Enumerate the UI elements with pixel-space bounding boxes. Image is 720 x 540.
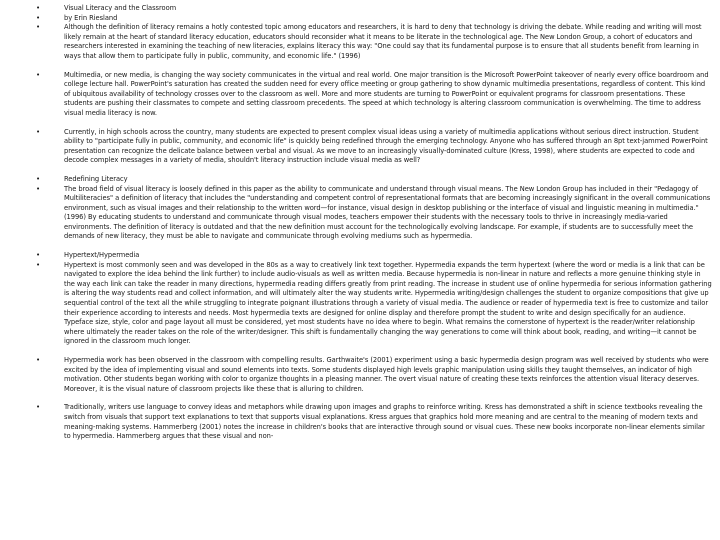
list-item [0,128,712,166]
section-heading: • Hypertext/Hypermedia [64,251,140,260]
paragraph-text: • The broad field of visual literacy is loosely defined in this paper as the ability to communicate and understand through visual means. The New London Group has included in their "Pedagogy of Multiliteracies" a definition of literacy that includes the "understanding and competent control of representational formats that are becoming increasingly significant in the overall communications environment, such as visual images and their relationship to the written word—for instance, visual design in desktop publishing or the interface of visual and linguistic meaning in multimedia." (1996) By educating students to understand and communicate through visual modes, teachers empower their students with the necessary tools to thrive in increasingly media-varied environments. The definition of literacy is outdated and that the new definition must account for the technologically evolving landscape. For example, if students are to successfully meet the demands of new literacy, they must be able to navigate and communicate through evolving mediums such as hypermedia. [64,184,711,241]
section-heading: • Redefining Literacy [64,174,128,183]
list-item [0,356,712,394]
paragraph-text: • Hypertext is most commonly seen and was developed in the 80s as a way to creatively link text together. Hypermedia expands the term hypertext (where the word or media is a link that can be navigated to explore the idea behind the link further) to include audio-visuals as well as written media. Because hypermedia is non-linear in nature and reflects a more genuine thinking style in the way each link can take the reader in many directions, hypermedia reading differs greatly from print reading. The increase in student use of online hypermedia for serious information gathering is altering the way students read and collect information, and will ultimately alter the way students write. Hypermedia writing/design challenges the student to organize compositions that give up sequential control of the text all the while struggling to integrate poignant illustrations through a variety of visual media. The audience or reader of hypermedia text is free to customize and tailor their experience according to interests and needs. Most hypermedia texts are designed for online display and therefore prompt the student to write and design specifically for an audience. Typeface size, style, color and page layout all must be considered, yet most students have no idea where to begin. What remains the cornerstone of hypertext is the reader/writer relationship where ultimately the reader takes on the role of the writer/designer. This shift is fundamentally changing the way generations to come will think about book, reading, and writing—it cannot be ignored in the classroom much longer. [64,260,712,346]
paragraph-text: • Currently, in high schools across the country, many students are expected to present complex visual ideas using a variety of multimedia applications without serious direct instruction. Student ability to "participate fully in public, community, and economic life" is quickly being redefined through the emerging technology. Anyone who has suffered through an 8pt text-jammed PowerPoint presentation can recognize the delicate balance between verbal and visual. As we move to an increasingly visually-dominated culture (Kress, 1998), where students are expected to code and decode complex messages in a variety of media, shouldn't literacy instruction include visual media as well? [64,127,708,165]
paragraph-text: • Multimedia, or new media, is changing the way society communicates in the virtual and real world. One major transition is the Microsoft PowerPoint takeover of nearly every office boardroom and college lecture hall. PowerPoint's saturation has created the sudden need for every office meeting or group gathering to show dynamic multimedia presentations, regardless of content. This kind of ubiquitous availability of technology crosses over to the classroom as well. More and more students are turning to PowerPoint or equivalent programs for classroom presentations. These students are pushing their classmates to compete and setting classroom precedents. The speed at which technology is altering classroom communication is overwhelming. The time to address visual media literacy is now. [64,70,709,117]
title-text: • Visual Literacy and the Classroom [64,4,177,12]
list-item [0,71,712,119]
paragraph-text: • Although the definition of literacy remains a hotly contested topic among educators and researchers, it is hard to deny that technology is driving the debate. While reading and writing will most likely remain at the heart of standard literacy education, educators should reconsider what it means to be literate in the technological age. The New London Group, a cohort of educators and researchers interested in examining the teaching of new literacies, explains literacy this way: "One could say that its fundamental purpose is to ensure that all students benefit from learning in ways that allow them to participate fully in public, community, and economic life." (1996) [64,23,702,60]
list-item-heading [0,251,712,261]
list-item [0,403,712,441]
list-item [0,261,712,347]
list-item-title [0,4,712,14]
list-item [0,185,712,243]
bullet-list [0,4,720,451]
list-item-heading [0,175,712,185]
list-item [0,23,712,61]
paragraph-text: • Traditionally, writers use language to convey ideas and metaphors while drawing upon images and graphs to reinforce writing. Kress has demonstrated a shift in science textbooks revealing the switch from visuals that support text explanations to text that supports visual explanations. Kress argues that graphics hold more meaning and are central to the meaning of modern texts and meaning-making systems. Hammerberg (2001) notes the increase in children's books that are interactive through sound or visual cues. These new books incorporate non-linear elements similar to hypermedia. Hammerberg argues that these visual and non- [64,403,705,441]
author-text: • by Erin Riesland [64,13,118,22]
list-item-author [0,14,712,24]
paragraph-text: • Hypermedia work has been observed in the classroom with compelling results. Garthwaite's (2001) experiment using a basic hypermedia design program was well received by students who were excited by the idea of implementing visual and sound elements into texts. Some students displayed high levels graphic manipulation using skills they taught themselves, an indicator of high motivation. Other students began working with color to organize thoughts in a pleasing manner. The overt visual nature of creating these texts reinforces the attention visual literacy deserves. Moreover, it is the visual nature of classroom projects like these that is alluring to children. [64,356,709,393]
